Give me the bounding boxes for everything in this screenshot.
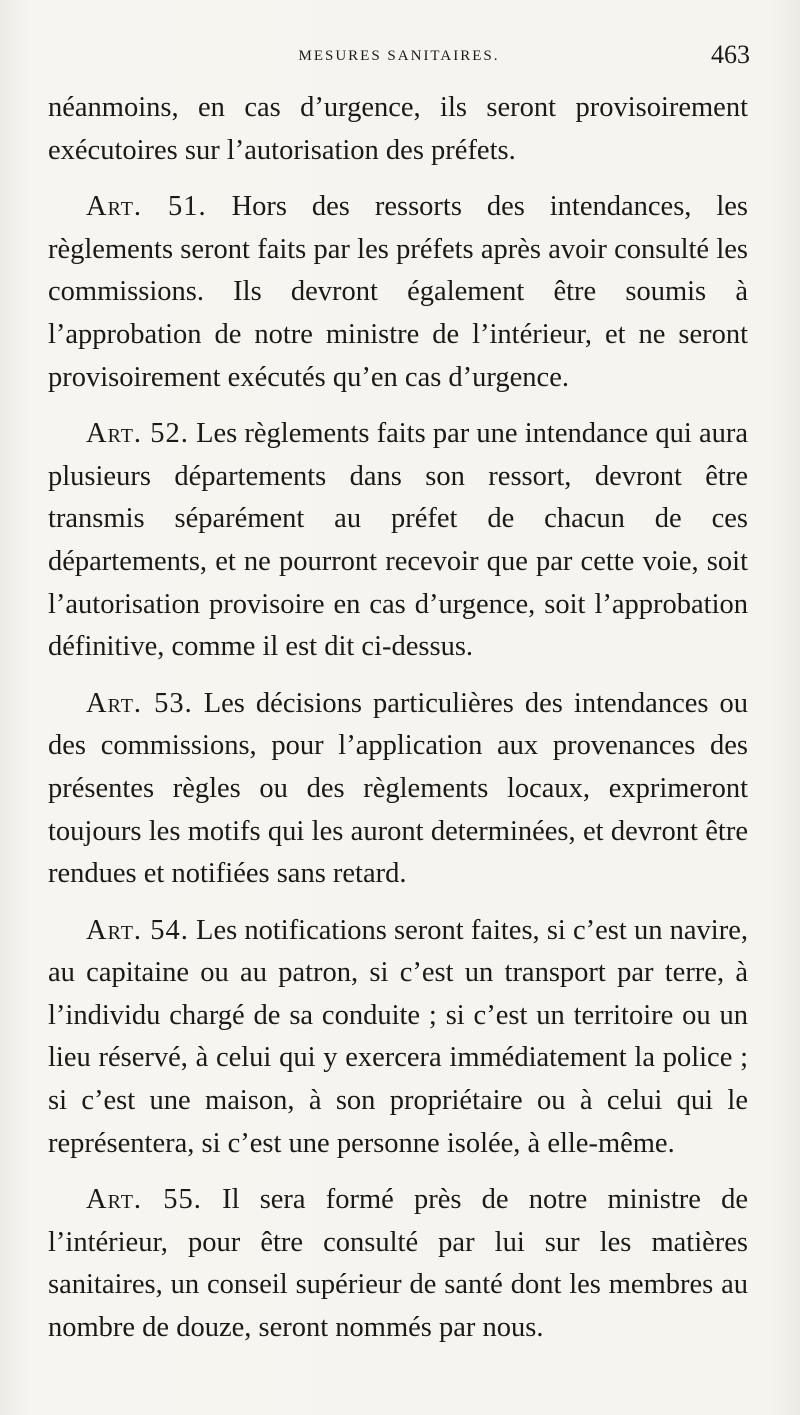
article-text: Il sera formé près de notre ministre de l’intérieur, pour être consulté par lui sur les matières sanitaires, un conseil supérieur de santé dont les membres au nombre de douze, seront nommés par nous.	[48, 1184, 749, 1344]
body-text	[48, 87, 748, 1350]
article-52	[48, 413, 748, 669]
article-label: Art. 55.	[86, 1184, 202, 1216]
page-number: 463	[711, 40, 750, 69]
paragraph-continuation	[48, 87, 748, 172]
article-text: Les règlements faits par une intendance qui aura plusieurs départements dans son ressort, devront être transmis séparément au préfet de chacun de ces départements, et ne pourront recevoir que par cette voie, soit l’autorisation provisoire en cas d’urgence, soit l’approbation définitive, comme il est dit ci-dessus.	[48, 418, 749, 663]
article-54	[48, 910, 748, 1166]
article-text: Les décisions particulières des intendances ou des commissions, pour l’application aux provenances des présentes règles ou des règlements locaux, exprimeront toujours les motifs qui les auront determinées, et devront être rendues et notifiées sans retard.	[48, 687, 748, 890]
article-text: Les notifications seront faites, si c’est un navire, au capitaine ou au patron, si c’est un transport par terre, à l’individu chargé de sa conduite ; si c’est un territoire ou un lieu réservé, à celui qui y exercera immédiatement la police ; si c’est une maison, à son propriétaire ou à celui qui le représentera, si c’est une personne isolée, à elle-même.	[48, 914, 748, 1159]
paragraph-text: néanmoins, en cas d’urgence, ils seront provisoirement exécutoires sur l’autorisation des préfets.	[48, 92, 748, 166]
article-55	[48, 1179, 748, 1349]
article-53	[48, 683, 748, 896]
article-text: Hors des ressorts des intendances, les règlements seront faits par les préfets après avoir consulté les commissions. Ils devront également être soumis à l’approbation de notre ministre de l’intérieur, et ne seront provisoirement exécutés qu’en cas d’urgence.	[48, 191, 749, 393]
article-label: Art. 54.	[86, 914, 189, 946]
article-label: Art. 52.	[86, 418, 189, 450]
article-51	[48, 186, 748, 399]
article-label: Art. 53.	[86, 687, 193, 719]
article-label: Art. 51.	[86, 191, 207, 223]
page-header	[48, 38, 750, 78]
running-title: MESURES SANITAIRES.	[298, 48, 500, 64]
